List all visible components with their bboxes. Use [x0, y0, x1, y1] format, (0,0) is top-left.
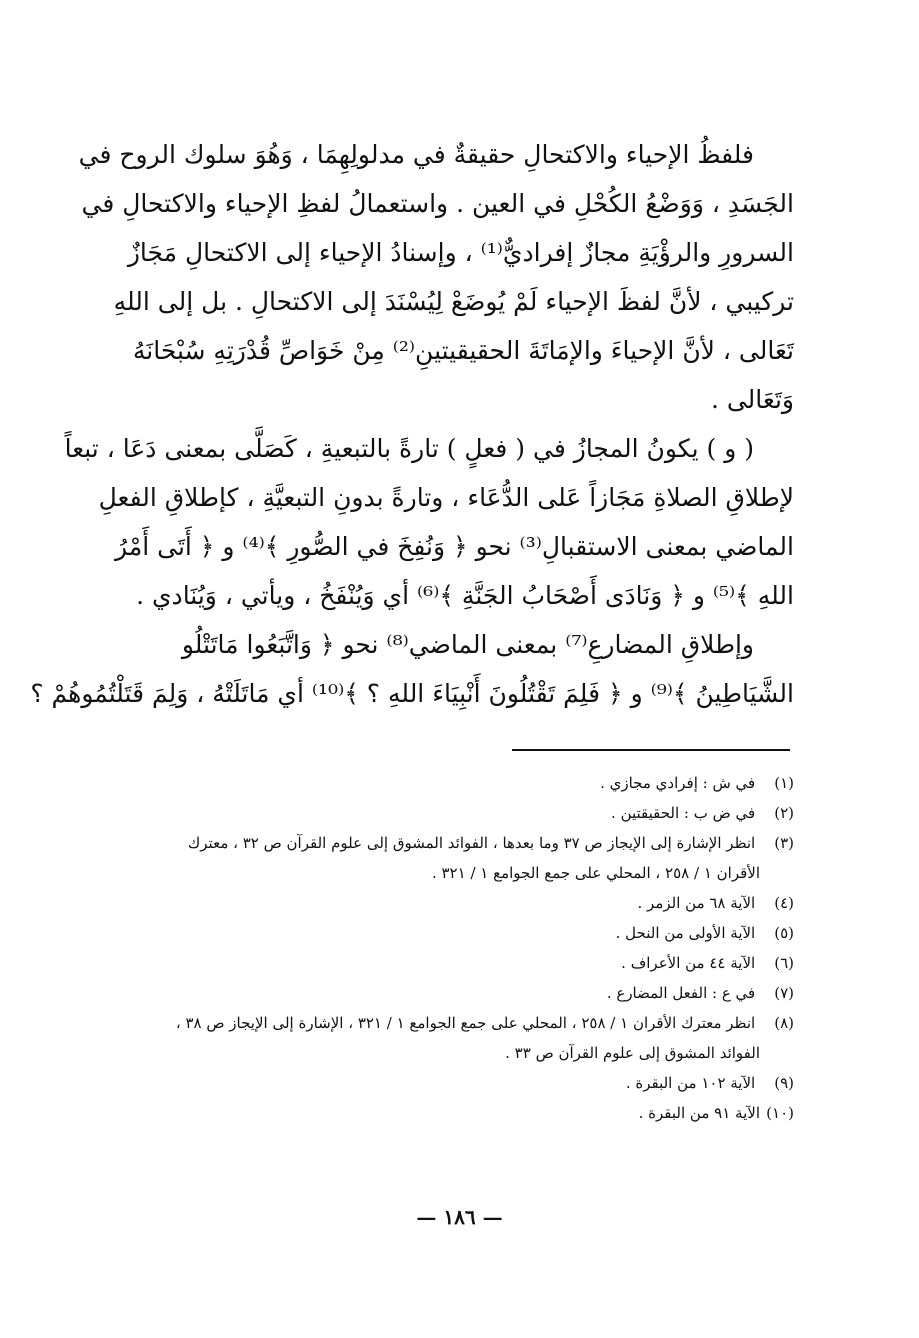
text-line: الجَسَدِ ، وَوَضْعُ الكُحْلِ في العين . واستعمالُ لفظِ الإحياء والاكتحالِ في: [81, 189, 794, 218]
text-line: ( و ) يكونُ المجازُ في ( فعلٍ ) تارةً بالتبعيةِ ، كَصَلَّى بمعنى دَعَا ، تبعاً: [64, 434, 754, 463]
footnote-9: [104, 1068, 794, 1098]
text-line: السرورِ والرؤْيَةِ مجازٌ إفراديٌّ⁽¹⁾ ، وإسنادُ الإحياء إلى الاكتحالِ مَجَازٌ: [127, 238, 794, 267]
footnote-number: (٢): [774, 804, 794, 822]
text-line: فلفظُ الإحياء والاكتحالِ حقيقةٌ في مدلولِهِمَا ، وَهُوَ سلوك الروح في: [78, 140, 754, 169]
footnote-number: (٧): [774, 984, 794, 1002]
paragraph-3: [30, 620, 794, 718]
text-line: لإطلاقِ الصلاةِ مَجَازاً عَلى الدُّعَاء ، وتارةً بدونِ التبعيَّةِ ، كإطلاقِ الفعلِ: [98, 483, 794, 512]
footnote-7: [104, 978, 794, 1008]
footnote-text: في ش : إفرادي مجازي .: [600, 774, 756, 792]
footnote-3-continued: [104, 858, 794, 888]
text-line: وَتَعَالى .: [710, 385, 794, 414]
footnote-number: (٥): [774, 924, 794, 942]
footnote-number: (٨): [774, 1014, 794, 1032]
footnote-number: (١٠): [766, 1104, 794, 1122]
page-number: — ١٨٦ —: [416, 1205, 503, 1229]
footnote-text: الآية ٩١ من البقرة .: [638, 1104, 760, 1122]
footnote-text: الآية ١٠٢ من البقرة .: [625, 1074, 756, 1092]
text-line: تركيبي ، لأنَّ لفظَ الإحياء لَمْ يُوضَعْ لِيُسْنَدَ إلى الاكتحالِ . بل إلى اللهِ: [113, 287, 794, 316]
footnote-text: الفوائد المشوق إلى علوم القرآن ص ٣٣ .: [505, 1044, 760, 1062]
main-text: [30, 130, 794, 718]
text-line: الشَّيَاطِينُ ﴾⁽⁹⁾ و ﴿ فَلِمَ تَقْتُلُونَ أَنْبِيَاءَ اللهِ ؟ ﴾⁽¹⁰⁾ أي مَاتَلَتْهُ ، وَلِمَ قَتَلْتُمُوهُمْ ؟: [30, 679, 794, 708]
footnote-text: انظر الإشارة إلى الإيجاز ص ٣٧ وما بعدها ، الفوائد المشوق إلى علوم القرآن ص ٣٢ ، معترك: [187, 834, 756, 852]
footnote-number: (٤): [774, 894, 794, 912]
footnote-text: الأقران ١ / ٢٥٨ ، المحلي على جمع الجوامع ١ / ٣٢١ .: [431, 864, 760, 882]
text-line: الماضي بمعنى الاستقبالِ⁽³⁾ نحو ﴿ وَنُفِخَ في الصُّورِ ﴾⁽⁴⁾ و ﴿ أَتَى أَمْرُ: [115, 532, 794, 561]
footnote-text: الآية ٤٤ من الأعراف .: [621, 954, 756, 972]
footnote-text: في ع : الفعل المضارع .: [606, 984, 756, 1002]
footnote-6: [104, 948, 794, 978]
footnote-number: (١): [774, 774, 794, 792]
footnote-5: [104, 918, 794, 948]
text-line: اللهِ ﴾⁽⁵⁾ و ﴿ وَنَادَى أَصْحَابُ الجَنَّةِ ﴾⁽⁶⁾ أي وَيُنْفَخُ ، ويأتي ، وَيُنَادي .: [136, 581, 794, 610]
footnote-8: [104, 1008, 794, 1038]
paragraph-2: [64, 424, 794, 620]
footnote-separator: [512, 749, 790, 751]
footnote-text: الآية ٦٨ من الزمر .: [637, 894, 756, 912]
paragraph-1: [78, 130, 794, 424]
footnote-text: الآية الأولى من النحل .: [615, 924, 756, 942]
footnote-10: [104, 1098, 794, 1128]
footnote-8-continued: [104, 1038, 794, 1068]
text-line: تَعَالى ، لأنَّ الإحياءَ والإمَاتَةَ الحقيقيتينِ⁽²⁾ مِنْ خَوَاصِّ قُدْرَتِهِ سُبْحَانَهُ: [132, 336, 794, 365]
footnote-3: [104, 828, 794, 858]
footnote-text: انظر معترك الأقران ١ / ٢٥٨ ، المحلي على جمع الجوامع ١ / ٣٢١ ، الإشارة إلى الإيجاز ص ٣٨ ،: [175, 1014, 756, 1032]
footnote-text: في ض ب : الحقيقتين .: [611, 804, 756, 822]
text-line: وإطلاقِ المضارعِ⁽⁷⁾ بمعنى الماضي⁽⁸⁾ نحو ﴿ وَاتَّبَعُوا مَاتَتْلُو: [181, 630, 754, 659]
footnote-4: [104, 888, 794, 918]
footnote-number: (٩): [774, 1074, 794, 1092]
footnote-2: [104, 798, 794, 828]
footnote-number: (٣): [774, 834, 794, 852]
footnotes: [104, 768, 794, 1128]
footnote-number: (٦): [774, 954, 794, 972]
footnote-1: [104, 768, 794, 798]
